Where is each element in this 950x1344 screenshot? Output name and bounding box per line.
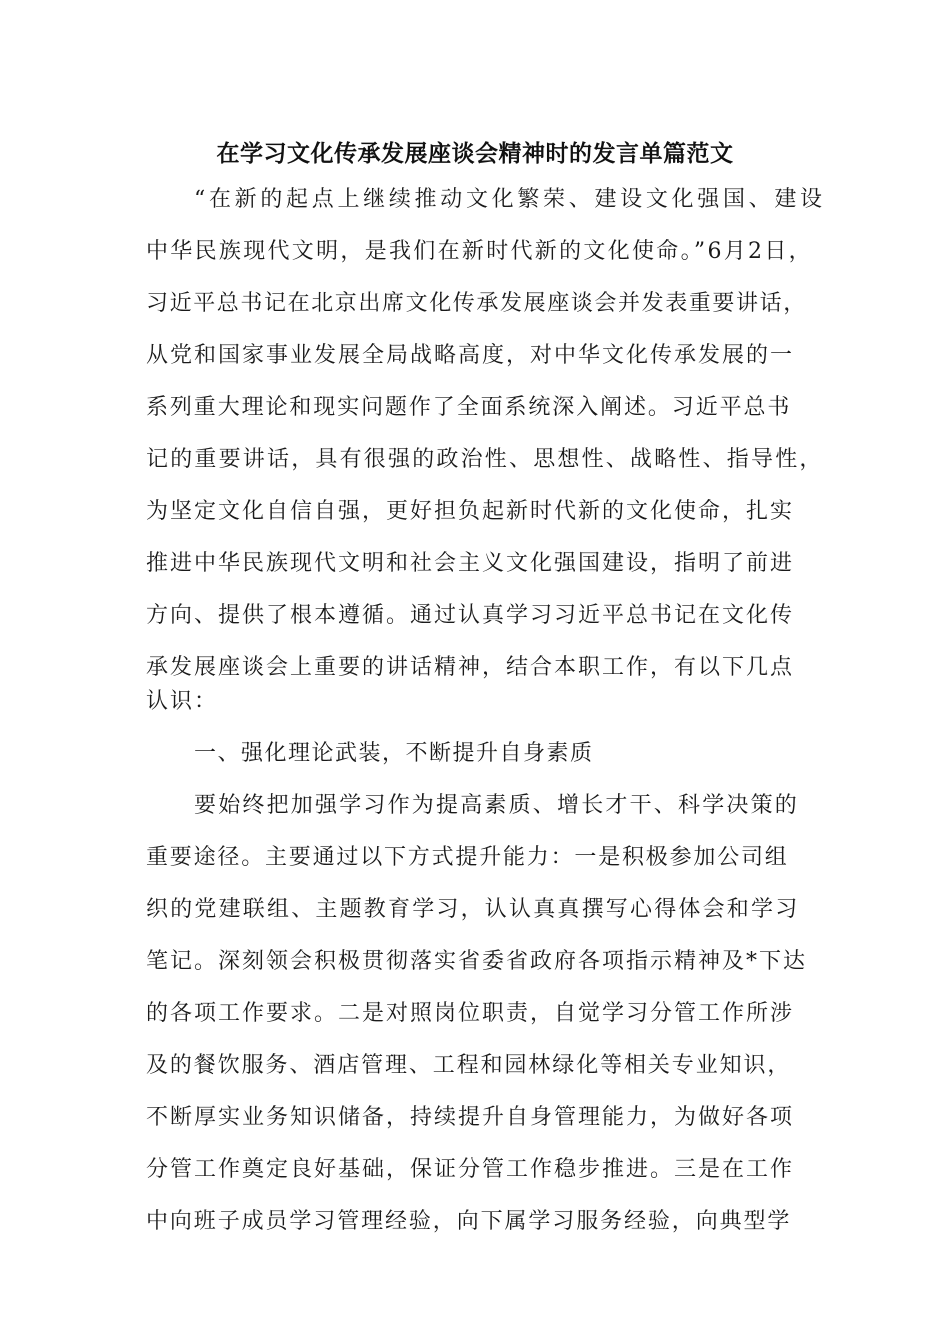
paragraph-line: 推进中华民族现代文明和社会主义文化强国建设，指明了前进	[146, 551, 795, 576]
section-heading: 一、强化理论武装，不断提升自身素质	[194, 741, 594, 766]
paragraph-line: 方向、提供了根本遵循。通过认真学习习近平总书记在文化传	[146, 603, 795, 628]
paragraph-line: 中向班子成员学习管理经验，向下属学习服务经验，向典型学	[146, 1209, 792, 1234]
paragraph-line: 为坚定文化自信自强，更好担负起新时代新的文化使命，扎实	[146, 499, 795, 524]
paragraph-line: 重要途径。主要通过以下方式提升能力：一是积极参加公司组	[146, 845, 789, 870]
paragraph-line: 承发展座谈会上重要的讲话精神，结合本职工作，有以下几点	[146, 655, 795, 680]
paragraph-line: 系列重大理论和现实问题作了全面系统深入阐述。习近平总书	[146, 395, 792, 420]
paragraph-line: 要始终把加强学习作为提高素质、增长才干、科学决策的	[194, 793, 800, 818]
paragraph-line: 分管工作奠定良好基础，保证分管工作稳步推进。三是在工作	[146, 1157, 795, 1182]
document-title: 在学习文化传承发展座谈会精神时的发言单篇范文	[216, 141, 734, 167]
paragraph-line: 认识：	[146, 689, 219, 714]
paragraph-line: 不断厚实业务知识储备，持续提升自身管理能力，为做好各项	[146, 1105, 795, 1130]
paragraph-line: 中华民族现代文明，是我们在新时代新的文化使命。”6月2日，	[146, 239, 813, 264]
paragraph-line: 记的重要讲话，具有很强的政治性、思想性、战略性、指导性，	[146, 447, 824, 472]
paragraph-line: “在新的起点上继续推动文化繁荣、建设文化强国、建设	[194, 187, 826, 212]
paragraph-line: 习近平总书记在北京出席文化传承发展座谈会并发表重要讲话，	[146, 291, 807, 316]
paragraph-line: 的各项工作要求。二是对照岗位职责，自觉学习分管工作所涉	[146, 1001, 795, 1026]
paragraph-line: 织的党建联组、主题教育学习，认认真真撰写心得体会和学习	[146, 897, 800, 922]
paragraph-line: 笔记。深刻领会积极贯彻落实省委省政府各项指示精神及*下达	[146, 949, 808, 974]
paragraph-line: 及的餐饮服务、酒店管理、工程和园林绿化等相关专业知识，	[146, 1053, 792, 1078]
paragraph-line: 从党和国家事业发展全局战略高度，对中华文化传承发展的一	[146, 343, 795, 368]
